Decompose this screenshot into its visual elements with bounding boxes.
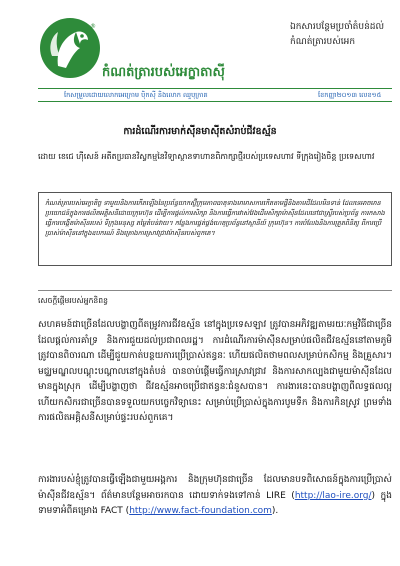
fact-foundation-link[interactable]: http://www.fact-foundation.com: [129, 506, 272, 516]
parrot-leaf-logo-icon: [38, 16, 102, 80]
site-title: កំណត់ត្រារបស់អេក្ខាតាស៊ី: [102, 65, 225, 80]
abstract-box: កំណត់ត្រារបស់អេក្ខាតិច្ច ​ទាមួយនិងការកើតឡើងនៃប្រព័ន្ធយាកស្ទ៊ីក្រុមភាពធាតុទាងមាមាសការកើតតាមផ្ទីនិងតាមដីដែលមិនទាន់ ដែលទេអាចមានប្រយោជន៍ក្នុងការផលិតអគ្គិសនីដោយក្រុមហ៊ុន ដើម្បីការផ្តល់ការសិក្សា និងការធ្វើការវាស់វែងដើមសិក្សាម៉ាស៊ីនដែលនៅជាស្ទ្រីរបស់ប្រព័ន្ធ ការកសាងធ្វើការបង្កើតម៉ាស៊ីនរបស់ ទីក្រុងមនុស្ស តម្លៃតំបន់វាយ។ កន្លែងការផ្គត់ផ្គង់ហេតុប្រព័ន្ធនៅស្ថានីយ៍ ក្រុមហ៊ុន។ ការបំលែងនិងការត្រួតពិនិត្យ ពីការប្រើប្រាស់ម៉ាស៊ីននៅក្នុងឧបករណ៍ និងគ្រោងការស្រាវជ្រាវម៉ាស៊ីនរបស់ពួកគេ។: [38, 192, 392, 266]
paragraph-2-end: ).: [271, 506, 279, 516]
header-divider-top: [38, 88, 392, 89]
header-right-note: ឯកសារបន្ថែមប្រចាំតំបន់ដល់កំណត់ត្រារបស់អេក: [290, 22, 385, 47]
section-divider: [38, 290, 392, 291]
author-line: ដោយ ខេជេ ហ៊ីសេន៍ អតីតប្រធានវិស្វកម្មនៃវិទ្យាស្ថានទាហានពិភាក្សាថ្មីរបស់ប្រទេសហាវ ទីក្រុងរៀងចិន្ត ប្រទេសហាវ: [38, 152, 375, 161]
body-paragraph-2: [38, 473, 392, 520]
series-editors-line: កែសម្រួលដោយលោកអេក្រោម ប៉ិកស៊ី និងលោក ឈួបុក្រាគ: [64, 91, 208, 99]
section-heading: សេចក្តីផ្តើមរបស់អ្នកនិពន្ធ: [38, 296, 108, 305]
body-paragraph-1: សហគមន៍ជាច្រើនដែលបង្ហាញពីតម្រូវការជីវឧស្ម័ន នៅក្នុងប្រទេសឡាវ ត្រូវបានអភិវឌ្ឍតាមរយៈកម្មវិធីជាច្រើន ដែលផ្តល់ការគាំទ្រ និងការជួយដល់ប្រជាពលរដ្ឋ។ ការដំណើរការម៉ាស៊ីនសម្រាប់ផលិតជីវឧស្ម័ននៅតាមភូមិ ត្រូវបានពិចារណា ដើម្បីជួយកាត់បន្ថយការប្រើប្រាស់ឥន្ធនៈ ហើយផលិតថាមពលសម្រាប់កសិកម្ម និងគ្រួសារ។ មជ្ឈមណ្ឌលបណ្តុះបណ្តាលនៅក្នុងតំបន់ បានចាប់ផ្តើមធ្វើការស្រាវជ្រាវ និងការសាកល្បងជាមួយម៉ាស៊ីនដែលមានក្នុងស្រុក ដើម្បីបង្ហាញថា ជីវឧស្ម័នអាចប្រើជាឥន្ធនៈជំនួសបាន។ ការងារនេះបានបង្ហាញពីលទ្ធផលល្អ ហើយកសិករជាច្រើនបានទទួលយកបច្ចេកវិទ្យានេះ សម្រាប់ប្រើប្រាស់ក្នុងការបូមទឹក និងការកិនស្រូវ ព្រមទាំងការផលិតអគ្គិសនីសម្រាប់ផ្ទះរបស់ពួកគេ។: [38, 320, 392, 423]
issue-date-line: ខែកញ្ញា២០១៣ លេខ១៥: [318, 91, 382, 99]
paragraph-2-text: ការងារបស់ខ្ញុំត្រូវបានធ្វើឡើងជាមួយអង្គការ និងក្រុមហ៊ុនជាច្រើន ដែលមានបទពិសោធន៍ក្នុងការប្រើប្រាស់ម៉ាស៊ីនជីវឧស្ម័ន។ ព័ត៌មានបន្ថែមអាចរកបាន ដោយទាក់ទងទៅកាន់ LIRE (: [38, 475, 392, 501]
svg-text:®: ®: [90, 23, 96, 30]
paragraph-2-mid: ) ក្នុងទាមទាអំពីគម្រោង FACT (: [38, 490, 392, 516]
header-divider-bottom: [38, 101, 392, 102]
lire-link[interactable]: http://lao-ire.org/: [294, 490, 372, 501]
document-title: ការដំណើរការមាក់ស៊ីនមាស៊ីតសំរាប់ជីវឧស្ម័ន: [123, 126, 277, 137]
